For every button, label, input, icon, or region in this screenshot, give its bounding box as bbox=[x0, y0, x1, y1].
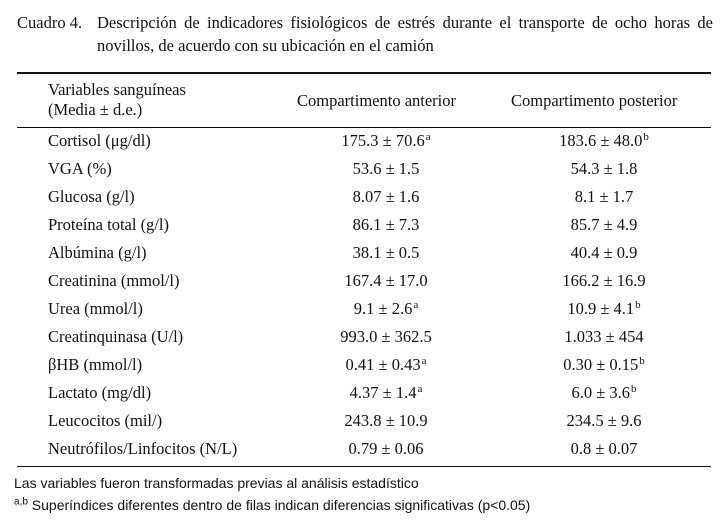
cell-anterior bbox=[354, 299, 418, 319]
cell-variable: Cortisol (μg/dl) bbox=[48, 131, 151, 150]
table-notes bbox=[14, 472, 530, 516]
cell-anterior bbox=[344, 271, 427, 291]
cell-posterior bbox=[571, 159, 638, 179]
cell-anterior-value: 993.0 ± 362.5 bbox=[340, 327, 432, 346]
cell-anterior-value: 0.79 ± 0.06 bbox=[348, 439, 424, 458]
cell-posterior-value: 1.033 ± 454 bbox=[564, 327, 644, 346]
table-bottom-rule bbox=[17, 466, 711, 467]
cell-variable: Glucosa (g/l) bbox=[48, 187, 135, 206]
note-superscript-text: Superíndices diferentes dentro de filas indican diferencias significativas (p<0.05) bbox=[27, 497, 531, 513]
cell-posterior-value: 6.0 ± 3.6 bbox=[571, 383, 631, 402]
note-transformed: Las variables fueron transformadas previas al análisis estadístico bbox=[14, 475, 419, 491]
cell-posterior bbox=[563, 355, 645, 375]
cell-variable: Urea (mmol/l) bbox=[48, 299, 143, 318]
cell-posterior bbox=[571, 215, 638, 235]
cell-anterior bbox=[353, 215, 420, 235]
cell-posterior-value: 183.6 ± 48.0 bbox=[559, 131, 643, 150]
cell-anterior bbox=[346, 355, 427, 375]
cell-anterior-value: 167.4 ± 17.0 bbox=[344, 271, 428, 290]
cell-posterior bbox=[566, 411, 641, 431]
table-row bbox=[0, 298, 722, 326]
table-row bbox=[0, 410, 722, 438]
cell-posterior-superscript: b bbox=[639, 354, 645, 367]
cell-posterior bbox=[571, 243, 638, 263]
cell-posterior-value: 234.5 ± 9.6 bbox=[566, 411, 642, 430]
cell-anterior bbox=[350, 383, 423, 403]
cell-posterior bbox=[571, 383, 636, 403]
cell-anterior-superscript: a bbox=[417, 382, 423, 395]
cell-posterior-superscript: b bbox=[631, 382, 637, 395]
cell-variable: VGA (%) bbox=[48, 159, 112, 178]
table-caption bbox=[17, 11, 717, 57]
cell-anterior bbox=[353, 159, 420, 179]
table-row bbox=[0, 382, 722, 410]
table-row bbox=[0, 354, 722, 382]
cell-posterior-value: 10.9 ± 4.1 bbox=[567, 299, 635, 318]
cell-posterior-superscript: b bbox=[635, 298, 641, 311]
cell-anterior bbox=[344, 411, 427, 431]
note-superscript-marker: a,b bbox=[14, 496, 28, 508]
cell-anterior bbox=[348, 439, 423, 459]
cell-posterior-value: 40.4 ± 0.9 bbox=[570, 243, 638, 262]
header-variables-line2: (Media ± d.e.) bbox=[48, 100, 143, 119]
cell-anterior-value: 53.6 ± 1.5 bbox=[352, 159, 420, 178]
caption-label: Cuadro 4. bbox=[17, 13, 83, 32]
note-superscripts bbox=[14, 494, 530, 516]
table-top-rule bbox=[17, 72, 711, 74]
cell-anterior-value: 0.41 ± 0.43 bbox=[345, 355, 421, 374]
cell-anterior-value: 243.8 ± 10.9 bbox=[344, 411, 428, 430]
cell-posterior bbox=[564, 327, 643, 347]
cell-anterior-superscript: a bbox=[421, 354, 427, 367]
cell-posterior bbox=[571, 439, 638, 459]
cell-posterior-value: 0.8 ± 0.07 bbox=[570, 439, 638, 458]
table-row bbox=[0, 214, 722, 242]
cell-anterior-superscript: a bbox=[413, 298, 419, 311]
header-posterior: Compartimento posterior bbox=[511, 91, 678, 110]
table-header-rule bbox=[17, 127, 711, 128]
cell-posterior-superscript: b bbox=[643, 130, 649, 143]
cell-anterior bbox=[341, 131, 430, 151]
cell-variable: Leucocitos (mil/) bbox=[48, 411, 163, 430]
caption-text: Descripción de indicadores fisiológicos de estrés durante el transporte de ocho horas de novillos, de acuerdo con su ubicación en el camión bbox=[97, 13, 713, 55]
cell-variable: βHB (mmol/l) bbox=[48, 355, 143, 374]
cell-posterior bbox=[562, 271, 645, 291]
cell-variable: Creatinquinasa (U/l) bbox=[48, 327, 184, 346]
header-variables-line1: Variables sanguíneas bbox=[48, 80, 186, 99]
cell-posterior-value: 54.3 ± 1.8 bbox=[570, 159, 638, 178]
cell-anterior-superscript: a bbox=[425, 130, 431, 143]
cell-posterior-value: 85.7 ± 4.9 bbox=[570, 215, 638, 234]
table-row bbox=[0, 326, 722, 354]
cell-anterior-value: 86.1 ± 7.3 bbox=[352, 215, 420, 234]
table-row bbox=[0, 270, 722, 298]
table-body bbox=[0, 130, 722, 466]
table-row bbox=[0, 242, 722, 270]
table-row bbox=[0, 186, 722, 214]
table-row bbox=[0, 130, 722, 158]
cell-anterior bbox=[340, 327, 432, 347]
cell-posterior-value: 8.1 ± 1.7 bbox=[574, 187, 634, 206]
cell-variable: Proteína total (g/l) bbox=[48, 215, 169, 234]
cell-anterior-value: 4.37 ± 1.4 bbox=[349, 383, 417, 402]
cell-variable: Lactato (mg/dl) bbox=[48, 383, 152, 402]
cell-variable: Creatinina (mmol/l) bbox=[48, 271, 180, 290]
header-variables bbox=[48, 80, 186, 120]
cell-posterior bbox=[559, 131, 649, 151]
cell-anterior bbox=[353, 187, 420, 207]
cell-anterior-value: 175.3 ± 70.6 bbox=[341, 131, 425, 150]
cell-posterior bbox=[567, 299, 640, 319]
cell-variable: Albúmina (g/l) bbox=[48, 243, 147, 262]
table-row bbox=[0, 438, 722, 466]
cell-anterior-value: 8.07 ± 1.6 bbox=[352, 187, 420, 206]
cell-posterior-value: 166.2 ± 16.9 bbox=[562, 271, 646, 290]
cell-anterior-value: 38.1 ± 0.5 bbox=[352, 243, 420, 262]
cell-posterior-value: 0.30 ± 0.15 bbox=[563, 355, 639, 374]
cell-posterior bbox=[575, 187, 634, 207]
table-row bbox=[0, 158, 722, 186]
cell-anterior bbox=[353, 243, 420, 263]
cell-variable: Neutrófilos/Linfocitos (N/L) bbox=[48, 439, 238, 458]
cell-anterior-value: 9.1 ± 2.6 bbox=[353, 299, 413, 318]
header-anterior: Compartimento anterior bbox=[297, 91, 456, 110]
